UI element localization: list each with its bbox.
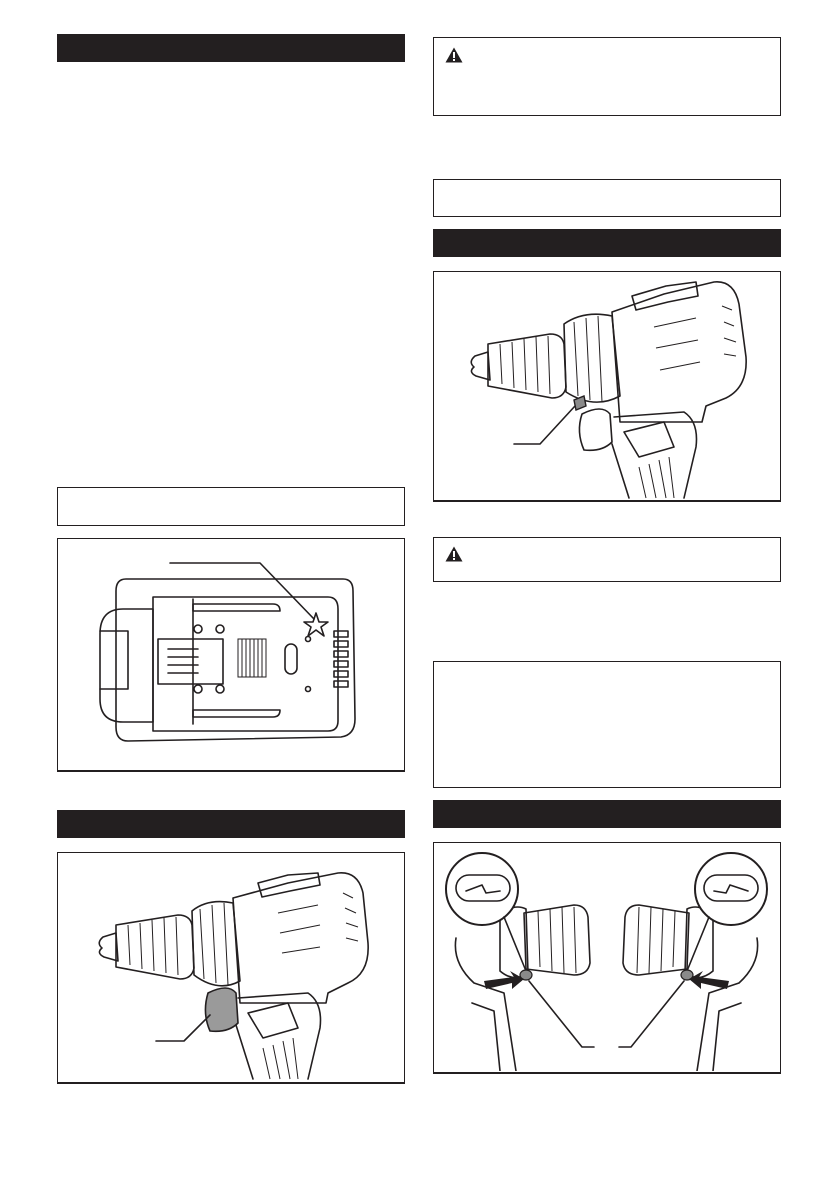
battery-figure [57,538,405,772]
warning-triangle-icon [445,47,463,63]
section-heading-bar-3 [433,229,781,257]
drill-lamp-illustration [434,272,779,500]
section-heading-bar-2 [57,810,405,838]
warning-triangle-icon [445,546,463,562]
trigger-figure [57,852,405,1084]
section-heading-bar-4 [433,800,781,828]
drill-trigger-illustration [58,853,403,1081]
lamp-figure [433,271,781,502]
battery-cartridge-illustration [58,539,403,769]
reversing-switch-illustration [434,843,779,1071]
reversing-figure [433,842,781,1074]
caution-box-2 [433,537,781,582]
note-box-3 [433,661,781,788]
note-box-2 [433,179,781,217]
note-box-1 [57,487,405,526]
section-heading-bar-1 [57,34,405,62]
caution-box-1 [433,37,781,116]
